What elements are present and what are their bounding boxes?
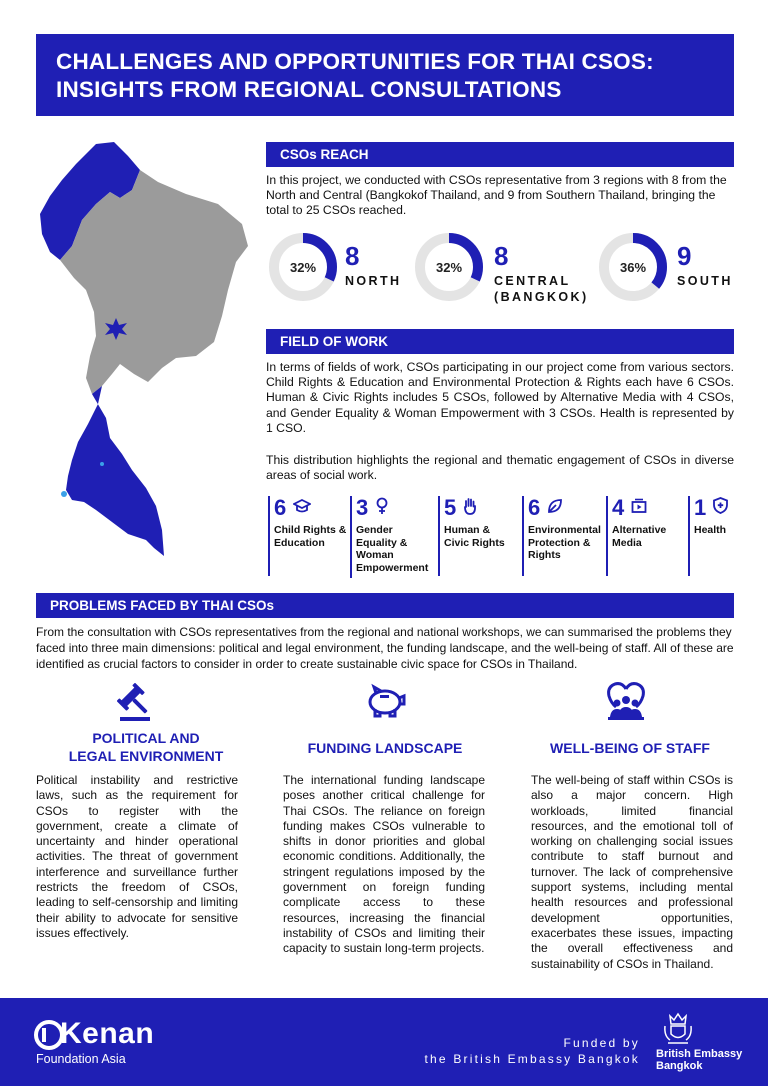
group-heart-icon: [604, 681, 648, 721]
field-count: 6: [274, 495, 287, 520]
reach-count-south: 9: [677, 241, 692, 271]
field-count: 6: [528, 495, 541, 520]
field-label-line: Gender: [356, 524, 393, 536]
reach-count-central: 8: [494, 241, 509, 271]
funded-by-label: Funded by: [563, 1036, 640, 1050]
embassy-label-line1: British Embassy: [656, 1048, 743, 1060]
problem-text-funding: The international funding landscape poses another critical challenge for Thai CSOs. The reliance on foreign funding makes CSOs vulnerable to shifts in donor priorities and global economic conditions. Additionally, the stringent regulations imposed by the government on foreign funding complicate access to these resources, increasing the financial instability of CSOs and limiting their capacity to sustain long-term projects.: [283, 773, 485, 956]
field-label-line: Alternative: [612, 524, 667, 536]
field-card-health: [688, 496, 734, 576]
field-heading: FIELD OF WORK: [266, 329, 734, 354]
raised-hand-icon: [463, 497, 477, 520]
donut-percent-south: 36%: [619, 260, 647, 275]
reach-count-north: 8: [345, 241, 360, 271]
field-label-line: Rights: [528, 549, 561, 561]
field-label-line: Environmental: [528, 524, 601, 536]
piggy-bank-icon: [364, 682, 406, 720]
page-title-banner: [36, 34, 734, 116]
field-card-gender-equality: [350, 496, 432, 578]
reach-label-south: SOUTH: [677, 274, 733, 288]
reach-heading: CSOs REACH: [266, 142, 734, 167]
field-count: 5: [444, 495, 457, 520]
funded-by-name: the British Embassy Bangkok: [424, 1052, 640, 1066]
problem-title-funding: FUNDING LANDSCAPE: [307, 740, 463, 756]
problem-title-line: POLITICAL AND: [92, 730, 200, 746]
field-card-environment: [522, 496, 604, 576]
field-label-line: Protection &: [528, 536, 591, 549]
field-label-line: Equality &: [356, 536, 408, 549]
media-player-icon: [631, 498, 647, 519]
graduation-cap-icon: [293, 498, 311, 519]
field-label-line: Empowerment: [356, 561, 429, 574]
donut-percent-central: 32%: [435, 260, 463, 275]
field-count: 3: [356, 495, 369, 520]
embassy-label: [656, 1048, 742, 1072]
problems-intro: From the consultation with CSOs representatives from the regional and national workshops, we can summarised the problems they faced into three main dimensions: political and legal environment, the funding landscape, and the well-being of staff. All of these are identified as crucial factors to consider in order to create sustainable civic space for CSOs in Thailand.: [36, 625, 734, 671]
gavel-icon: [114, 683, 156, 723]
page-title-line2: INSIGHTS FROM REGIONAL CONSULTATIONS: [56, 77, 562, 102]
problem-text-political: Political instability and restrictive laws, such as the requirement for CSOs to register with the government, create a climate of uncertainty and hinder operational activities. The threat of government interference and surveillance further restricts the freedom of CSOs, leading to self-censorship and limiting their ability to advocate for sensitive issues effectively.: [36, 773, 238, 940]
field-label-line: Child Rights &: [274, 524, 347, 536]
reach-text: In this project, we conducted with CSOs representative from 3 regions with 8 from the North and Central (Bangkokof Thailand, and 9 from Southern Thailand, bringing the total to 25 CSOs reached.: [266, 173, 727, 218]
problem-title-wellbeing: WELL-BEING OF STAFF: [550, 740, 710, 756]
page-title-line1: CHALLENGES AND OPPORTUNITIES FOR THAI CSOS:: [56, 49, 654, 74]
problem-title-line: LEGAL ENVIRONMENT: [68, 748, 224, 764]
field-label-line: Civic Rights: [444, 536, 505, 549]
field-text-1: In terms of fields of work, CSOs participating in our project come from various sectors. Child Rights & Education and Environmental Protection & Rights each have 6 CSOs. Human & Civic Rights includes 5 CSOs, followed by Alternative Media with 4 CSOs, and Gender Equality & Woman Empowerment with 3 CSOs. Health is represented by 1 CSO.: [266, 360, 734, 435]
field-card-child-rights: [268, 496, 348, 576]
field-count: 4: [612, 495, 625, 520]
royal-crest-icon: [660, 1010, 696, 1046]
problem-text-wellbeing: The well-being of staff within CSOs is also a major concern. High workloads, limited financial resources, and the emotional toll of working on challenging social issues contribute to staff burnout and turnover. The lack of comprehensive support systems, including mental health resources and professional development opportunities, exacerbates these issues, impacting the overall effectiveness and sustainability of CSOs in Thailand.: [531, 773, 733, 971]
reach-label-central-line2: (BANGKOK): [494, 290, 589, 304]
reach-label-north: NORTH: [345, 274, 402, 288]
map-region-south: [66, 386, 164, 556]
field-count: 1: [694, 495, 707, 520]
kenan-logo-text: Kenan: [60, 1017, 155, 1050]
leaf-icon: [547, 498, 563, 519]
field-label-line: Human &: [444, 524, 491, 536]
map-island: [100, 462, 104, 466]
field-label-line: Education: [274, 536, 325, 549]
field-label-line: Health: [694, 524, 727, 536]
map-island: [61, 491, 67, 497]
kenan-logo-subtitle: Foundation Asia: [36, 1052, 126, 1066]
donut-percent-north: 32%: [289, 260, 317, 275]
embassy-label-line2: Bangkok: [656, 1060, 703, 1072]
female-symbol-icon: [375, 497, 389, 520]
problem-title-political: [36, 729, 256, 765]
field-card-human-rights: [438, 496, 518, 576]
field-label-line: Media: [612, 536, 642, 549]
problems-heading: PROBLEMS FACED BY THAI CSOs: [36, 593, 734, 618]
health-shield-icon: [713, 497, 728, 519]
field-label-line: Woman: [356, 549, 394, 561]
reach-label-central-line1: CENTRAL: [494, 274, 571, 288]
field-text-2: This distribution highlights the regional and thematic engagement of CSOs in diverse areas of social work.: [266, 453, 734, 483]
thailand-map: [36, 142, 266, 572]
field-card-alternative-media: [606, 496, 684, 576]
